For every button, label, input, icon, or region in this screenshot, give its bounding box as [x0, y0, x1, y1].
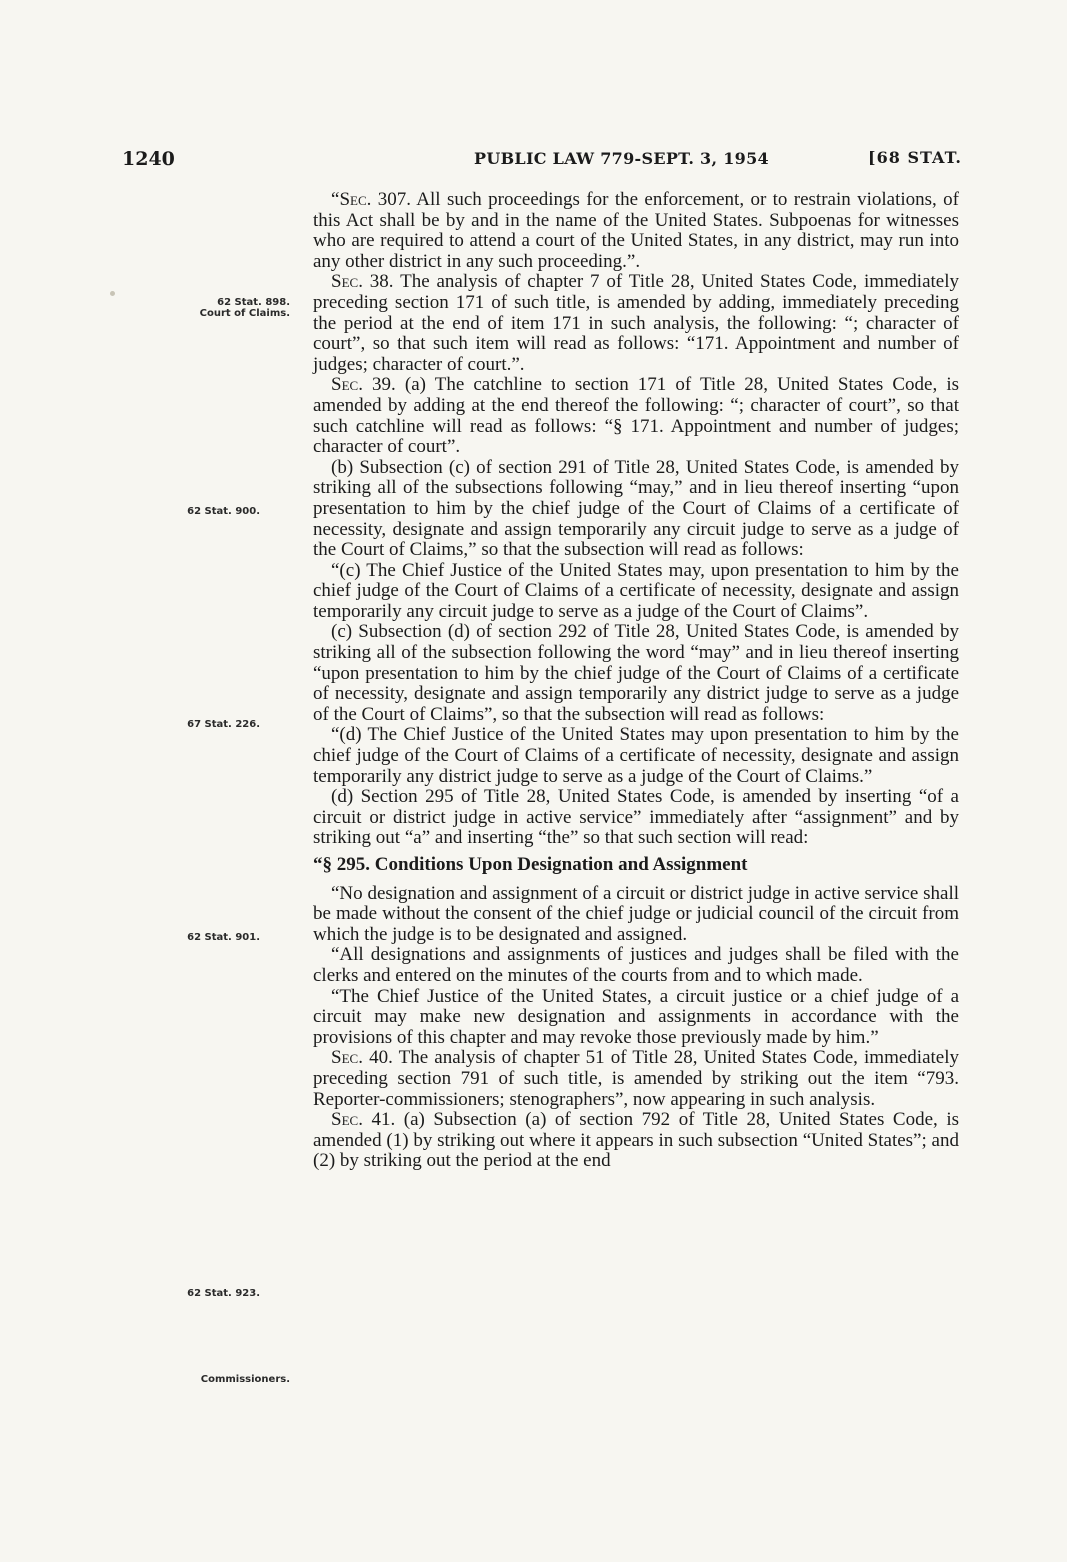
- paragraph-sec-39b: (b) Subsection (c) of section 291 of Title 28, United States Code, is amended by striking all of the subsections following “may,” and in lieu thereof inserting “upon presentation to him by the chief judge of the Court of Claims of a certificate of necessity, designate and assign temporarily any circuit judge to serve as a judge of the Court of Claims,” so that the subsection will read as follows:: [313, 456, 959, 561]
- section-lead: Sec: [331, 1109, 359, 1131]
- section-lead: Sec: [331, 271, 359, 293]
- margin-note-topic: Commissioners.: [200, 1374, 290, 1385]
- margin-note: [130, 719, 260, 730]
- paragraph-sec-41: [313, 1110, 959, 1172]
- paragraph-text: . 307. All such proceedings for the enforcement, or to restrain violations, of this Act shall be by and in the name of the United States. Subpoenas for witnesses who are required to attend a court of the United States, in any district, may run into any other district in any such proceeding.”.: [313, 189, 959, 272]
- paragraph-sec-40: [313, 1048, 959, 1110]
- margin-note-citation: 67 Stat. 226.: [187, 719, 260, 730]
- margin-note: [130, 1288, 260, 1299]
- volume-reference: [68 STAT.: [868, 148, 962, 167]
- section-lead: Sec: [339, 189, 367, 210]
- paragraph-sec-39a: [313, 375, 959, 457]
- paragraph-quote-c: “(c) The Chief Justice of the United States may, upon presentation to him by the chief judge of the Court of Claims of a certificate of necessity, designate and assign temporarily any circuit judge to serve as a judge of the Court of Claims”.: [313, 559, 959, 622]
- paragraph-sec-38: [313, 272, 959, 375]
- margin-note: [160, 297, 290, 319]
- margin-note: [160, 1374, 290, 1385]
- section-lead: Sec: [331, 1047, 359, 1069]
- paragraph-295-chief-justice: “The Chief Justice of the United States, a circuit justice or a chief judge of a circuit may make new designation and assignments in accordance with the provisions of this chapter and may revoke those previously made by him.”: [313, 985, 959, 1048]
- margin-note-topic: Court of Claims.: [199, 308, 290, 319]
- margin-note-citation: 62 Stat. 923.: [187, 1288, 260, 1299]
- paragraph-text: . 38. The analysis of chapter 7 of Title 28, United States Code, immediately preceding section 171 of such title, is amended by adding, immediately preceding the period at the end of item 171 in such analysis, the following: “; character of court”, so that such item will read as follows: “171. Appointment and number of judges; character of court.”.: [313, 271, 959, 375]
- margin-note-citation: 62 Stat. 901.: [187, 932, 260, 943]
- paragraph-text: . 41. (a) Subsection (a) of section 792 of Title 28, United States Code, is amended (1) by striking out where it appears in such subsection “United States”; and (2) by striking out the period at the end: [313, 1109, 959, 1172]
- paragraph-sec-307: [313, 190, 959, 272]
- running-head: PUBLIC LAW 779-SEPT. 3, 1954: [474, 149, 769, 168]
- paragraph-quote-d: “(d) The Chief Justice of the United States may upon presentation to him by the chief judge of the Court of Claims of a certificate of necessity, designate and assign temporarily any district judge to serve as a judge of the Court of Claims.”: [313, 724, 959, 787]
- paragraph-295-filing: “All designations and assignments of justices and judges shall be filed with the clerks and entered on the minutes of the courts from and to which made.: [313, 944, 959, 986]
- statute-text: [313, 190, 959, 1172]
- open-quote: “: [331, 189, 340, 210]
- paragraph-sec-39c: (c) Subsection (d) of section 292 of Title 28, United States Code, is amended by striking all of the subsection following the word “may” and in lieu thereof inserting “upon presentation to him by the chief judge of the Court of Claims of a certificate of necessity, designate and assign temporarily any district judge to serve as a judge of the Court of Claims”, so that the subsection will read as follows:: [313, 621, 959, 725]
- margin-note-citation: 62 Stat. 900.: [187, 506, 260, 517]
- paragraph-text: . 40. The analysis of chapter 51 of Title 28, United States Code, immediately preceding section 791 of such title, is amended by striking out the item “793. Reporter-commissioners; stenographers”, now appearing in such analysis.: [313, 1047, 959, 1110]
- paragraph-sec-39d: (d) Section 295 of Title 28, United States Code, is amended by inserting “of a circuit or district judge in active service” immediately after “assignment” and by striking out “a” and inserting “the” so that such section will read:: [313, 786, 959, 849]
- margin-notes: [0, 0, 300, 1562]
- page-number: 1240: [122, 148, 175, 170]
- section-heading-295: “§ 295. Conditions Upon Designation and Assignment: [313, 854, 748, 875]
- paragraph-text: . 39. (a) The catchline to section 171 of Title 28, United States Code, is amended by adding at the end thereof the following: “; character of court”, so that such catchline will read as follows: “§ 171. Appointment and number of judges; character of court”.: [313, 374, 959, 458]
- margin-note: [130, 506, 260, 517]
- section-lead: Sec: [331, 374, 359, 396]
- margin-note: [130, 932, 260, 943]
- paragraph-295-consent: “No designation and assignment of a circuit or district judge in active service shall be made without the consent of the chief judge or judicial council of the circuit from which the judge is to be designated and assigned.: [313, 882, 959, 945]
- margin-note-citation: 62 Stat. 898.: [217, 297, 290, 308]
